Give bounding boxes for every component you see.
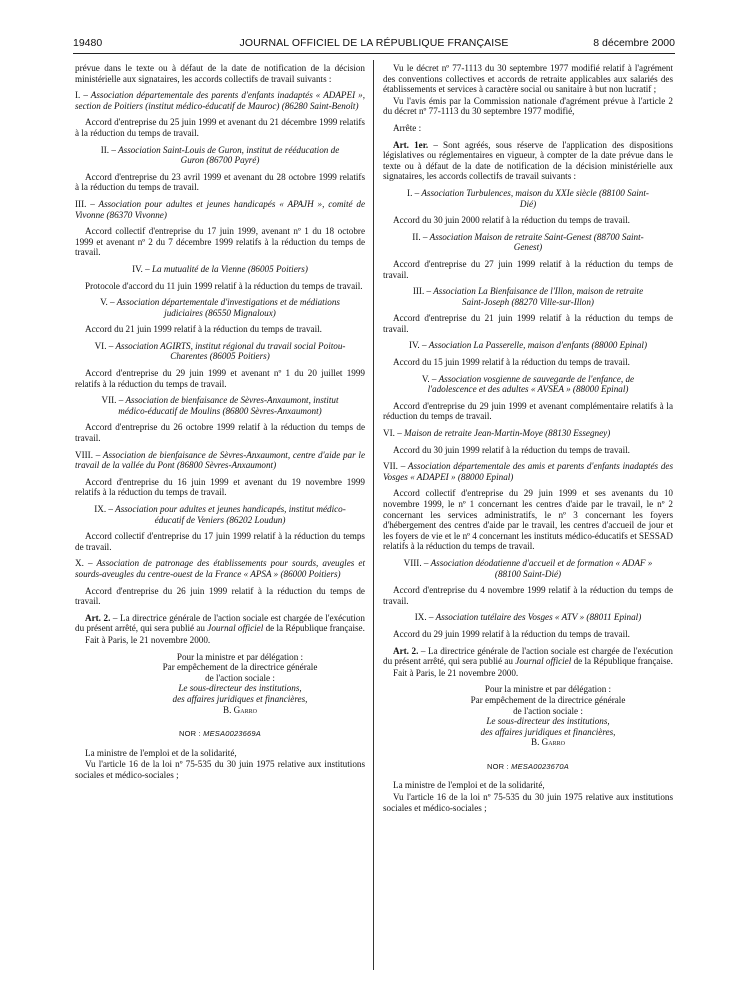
sign-line-2: Par empêchement de la directrice générale: [162, 662, 318, 673]
agreement-text: Accord d'entreprise du 16 juin 1999 et avenant du 19 novembre 1999 relatifs à la réduction du temps de travail.: [75, 476, 365, 498]
agreement-text: Accord d'entreprise du 29 juin 1999 et avenant complémentaire relatifs à la réduction du temps de travail.: [383, 400, 673, 422]
item-number: X. –: [75, 558, 93, 569]
item-organization: Association vosgienne de sauvegarde de l'enfance, de l'adolescence et des adultes « AVSEA » (88000 Epinal): [427, 373, 635, 395]
item-organization: La mutualité de la Vienne (86005 Poitiers): [151, 263, 308, 274]
agreement-text: Accord d'entreprise du 27 juin 1999 relatif à la réduction du temps de travail.: [383, 258, 673, 280]
item-organization: Association pour adultes et jeunes handicapés « APAJH », comité de Vivonne (86370 Vivonne): [75, 198, 365, 220]
article-2-text-a: – La directrice générale de l'action sociale est chargée de l'exécution du présent arrêté, qui sera publié au: [383, 645, 673, 667]
article-1: [383, 140, 673, 182]
item-number: IX. –: [414, 612, 434, 623]
nor-reference: [383, 762, 673, 773]
item-organization: Association de bienfaisance de Sèvres-Anxaumont, centre d'aide par le travail de la vallée du Pont (86800 Sèvres-Anxaumont): [75, 449, 365, 471]
agreement-heading: [383, 188, 673, 209]
sign-line-2: Par empêchement de la directrice générale: [470, 694, 626, 705]
agreement-heading: [383, 461, 673, 482]
item-organization: Association départementale d'investigations et de médiations judiciaires (86550 Mignaloux): [116, 297, 340, 318]
agreement-heading: [383, 232, 673, 253]
left-column: [75, 63, 365, 786]
item-organization: Association Saint-Louis de Guron, institut de rééducation de Guron (86700 Payré): [118, 144, 340, 166]
agreement-heading: [383, 286, 673, 307]
item-number: V. –: [421, 373, 437, 384]
agreement-heading: [383, 374, 673, 395]
sign-line-1: Pour la ministre et par délégation :: [484, 684, 612, 695]
article-2-label: Art. 2.: [85, 612, 111, 623]
item-organization: Association Turbulences, maison du XXIe siècle (88100 Saint-Dié): [421, 187, 649, 209]
agreement-heading: [75, 395, 365, 416]
item-organization: Association AGIRTS, institut régional du travail social Poitou-Charentes (86005 Poitiers): [115, 340, 346, 362]
article-2-text-a: – La directrice générale de l'action sociale est chargée de l'exécution du présent arrêté, qui sera publié au: [75, 612, 365, 634]
sign-line-4: Le sous-directeur des institutions,: [178, 683, 302, 694]
agreement-heading: [383, 558, 673, 579]
agreement-heading: [75, 199, 365, 220]
item-number: VIII. –: [75, 449, 101, 460]
item-number: I. –: [407, 187, 420, 198]
nor-label: NOR :: [179, 729, 201, 739]
page-number: 19480: [73, 37, 103, 49]
agreement-text: Protocole d'accord du 11 juin 1999 relatif à la réduction du temps de travail.: [85, 280, 363, 291]
item-organization: Association déodatienne d'accueil et de formation « ADAF » (88100 Saint-Dié): [430, 557, 653, 579]
item-organization: Association de patronage des établissements pour sourds, aveugles et sourds-aveugles du centre-ouest de la France « APSA » (86000 Poitiers): [75, 558, 365, 579]
sign-line-4: Le sous-directeur des institutions,: [486, 716, 610, 727]
agreement-heading: [75, 504, 365, 525]
agreement-heading: [75, 450, 365, 471]
sign-line-1: Pour la ministre et par délégation :: [176, 651, 304, 662]
agreement-text: Accord d'entreprise du 23 avril 1999 et avenant du 28 octobre 1999 relatifs à la réduction du temps de travail.: [75, 171, 365, 193]
fait-a-paris: Fait à Paris, le 21 novembre 2000.: [85, 634, 211, 645]
agreement-heading: [383, 612, 673, 623]
signatory-name: B. Garro: [223, 704, 257, 715]
item-organization: Association tutélaire des Vosges « ATV » (88011 Epinal): [435, 612, 642, 623]
item-number: VII. –: [101, 395, 124, 406]
agreement-text: Accord collectif d'entreprise du 17 juin 1999, avenant nº 1 du 18 octobre 1999 et avenant nº 2 du 7 décembre 1999 relatifs à la réduction du temps de travail.: [75, 226, 365, 258]
agreement-text: Accord du 30 juin 2000 relatif à la réduction du temps de travail.: [393, 215, 630, 226]
intro-paragraph: prévue dans le texte ou à défaut de la date de notification de la décision ministérielle aux signataires, les accords collectifs de travail suivants :: [75, 63, 365, 84]
vu-article-16: Vu l'article 16 de la loi nº 75-535 du 30 juin 1975 relative aux institutions sociales et médico-sociales ;: [383, 792, 673, 813]
agreement-heading: [75, 341, 365, 362]
header-rule: [73, 53, 675, 54]
nor-label: NOR :: [487, 761, 509, 771]
item-number: V. –: [100, 297, 115, 308]
ministre-line: La ministre de l'emploi et de la solidarité,: [393, 780, 545, 791]
sign-line-5: des affaires juridiques et financières,: [172, 693, 308, 704]
nor-reference: [75, 729, 365, 740]
vu-decret: Vu le décret nº 77-1113 du 30 septembre 1977 modifié relatif à l'agrément des conventions collectives et accords de retraite applicables aux salariés des établissements et services à caractère social ou sanitaire à but non lucratif ;: [383, 63, 673, 95]
item-number: III. –: [412, 286, 432, 297]
item-organization: Association Maison de retraite Saint-Genest (88700 Saint-Genest): [429, 231, 644, 253]
sign-line-3: de l'action sociale :: [205, 672, 275, 683]
item-organization: Association pour adultes et jeunes handicapés, institut médico-éducatif de Veniers (86202 Loudun): [115, 504, 346, 525]
arrete: Arrête :: [393, 122, 422, 133]
agreement-heading: [383, 340, 673, 351]
agreement-text: Accord d'entreprise du 21 juin 1999 relatif à la réduction du temps de travail.: [383, 313, 673, 334]
item-number: VII. –: [383, 461, 406, 472]
agreement-text: Accord du 29 juin 1999 relatif à la réduction du temps de travail.: [393, 628, 630, 639]
agreement-text: Accord d'entreprise du 25 juin 1999 et avenant du 21 décembre 1999 relatifs à la réduction du temps de travail.: [75, 117, 365, 138]
agreement-heading: [75, 264, 365, 275]
sign-line-5: des affaires juridiques et financières,: [480, 726, 616, 737]
item-number: II. –: [412, 231, 428, 242]
agreement-heading: [383, 428, 673, 439]
agreement-text: Accord du 30 juin 1999 relatif à la réduction du temps de travail.: [393, 444, 630, 455]
item-number: VIII. –: [403, 557, 429, 568]
item-number: III. –: [75, 198, 95, 209]
item-organization: Association départementale des amis et parents d'enfants inadaptés des Vosges « ADAPEI » (88000 Epinal): [383, 461, 674, 482]
article-2-text-b: de la République française.: [571, 656, 673, 667]
column-divider: [373, 60, 374, 970]
nor-code: MESA0023669A: [203, 729, 261, 739]
article-2-label: Art. 2.: [393, 645, 419, 656]
agreement-text: Accord collectif d'entreprise du 29 juin 1999 et ses avenants du 10 novembre 1999, le nº 1 concernant les centres d'aide par le travail, le nº 2 concernant les services administratifs, le nº 3 concernant les foyers d'hébergement des centres d'aide par le travail, les centres d'accueil de jour et les foyers de vie et le nº 4 concernant les instituts médico-éducatifs et SESSAD relatifs à la réduction du temps de travail.: [383, 488, 673, 552]
agreement-heading: [75, 558, 365, 579]
agreement-text: Accord d'entreprise du 26 octobre 1999 relatif à la réduction du temps de travail.: [75, 422, 365, 444]
agreement-text: Accord d'entreprise du 4 novembre 1999 relatif à la réduction du temps de travail.: [383, 585, 673, 606]
ministre-line: La ministre de l'emploi et de la solidarité,: [85, 747, 237, 758]
item-number: II. –: [100, 144, 116, 155]
article-1-text: – Sont agréés, sous réserve de l'application des dispositions législatives ou réglementaires en vigueur, à compter de la date prévue dans le texte ou à défaut de la date de notification de la décision ministérielle aux signataires, les accords collectifs de travail suivants :: [383, 139, 673, 182]
article-1-label: Art. 1er.: [393, 139, 429, 150]
item-number: VI. –: [94, 340, 114, 351]
fait-a-paris: Fait à Paris, le 21 novembre 2000.: [393, 667, 519, 678]
item-number: IV. –: [132, 263, 150, 274]
journal-officiel-ref: Journal officiel: [207, 623, 264, 634]
agreement-heading: [75, 145, 365, 166]
article-2-text-b: de la République française.: [263, 623, 365, 634]
journal-title: JOURNAL OFFICIEL DE LA RÉPUBLIQUE FRANÇAISE: [239, 37, 509, 49]
sign-line-3: de l'action sociale :: [513, 705, 583, 716]
agreement-text: Accord d'entreprise du 26 juin 1999 relatif à la réduction du temps de travail.: [75, 585, 365, 607]
agreement-text: Accord du 21 juin 1999 relatif à la réduction du temps de travail.: [85, 324, 322, 335]
right-column: [383, 63, 673, 819]
right-items: [383, 188, 673, 640]
article-2: [75, 613, 365, 634]
vu-avis: Vu l'avis émis par la Commission nationale d'agrément prévue à l'article 2 du décret nº 77-1113 du 30 septembre 1977 modifié,: [383, 95, 673, 117]
agreement-text: Accord collectif d'entreprise du 17 juin 1999 relatif à la réduction du temps de travail.: [75, 531, 365, 552]
item-number: VI. –: [383, 428, 402, 439]
agreement-heading: [75, 90, 365, 111]
item-number: IX. –: [94, 504, 113, 514]
item-organization: Association La Passerelle, maison d'enfants (88000 Epinal): [428, 340, 648, 351]
agreement-heading: [75, 297, 365, 318]
agreement-text: Accord du 15 juin 1999 relatif à la réduction du temps de travail.: [393, 357, 630, 368]
item-organization: Association départementale des parents d'enfants inadaptés « ADAPEI », section de Poitiers (institut médico-éducatif de Mauroc) (86280 Saint-Benoît): [75, 90, 365, 111]
signature-block: [383, 684, 673, 748]
item-organization: Maison de retraite Jean-Martin-Moye (88130 Essegney): [404, 428, 611, 439]
vu-article-16: Vu l'article 16 de la loi nº 75-535 du 30 juin 1975 relative aux institutions sociales et médico-sociales ;: [75, 759, 365, 780]
item-organization: Association La Bienfaisance de l'Illon, maison de retraite Saint-Joseph (88270 Ville-sur-Illon): [433, 286, 644, 307]
item-organization: Association de bienfaisance de Sèvres-Anxaumont, institut médico-éducatif de Moulins (86800 Sèvres-Anxaumont): [118, 395, 339, 416]
article-2: [383, 646, 673, 667]
signatory-name: B. Garro: [531, 737, 565, 748]
item-number: I. –: [75, 90, 88, 101]
issue-date: 8 décembre 2000: [593, 37, 675, 49]
left-items: [75, 90, 365, 607]
nor-code: MESA0023670A: [511, 761, 569, 771]
page-header: [73, 37, 675, 53]
item-number: IV. –: [408, 340, 427, 351]
agreement-text: Accord d'entreprise du 29 juin 1999 et avenant nº 1 du 20 juillet 1999 relatifs à la réduction du temps de travail.: [75, 368, 365, 389]
journal-officiel-ref: Journal officiel: [515, 656, 572, 667]
signature-block: [75, 652, 365, 716]
